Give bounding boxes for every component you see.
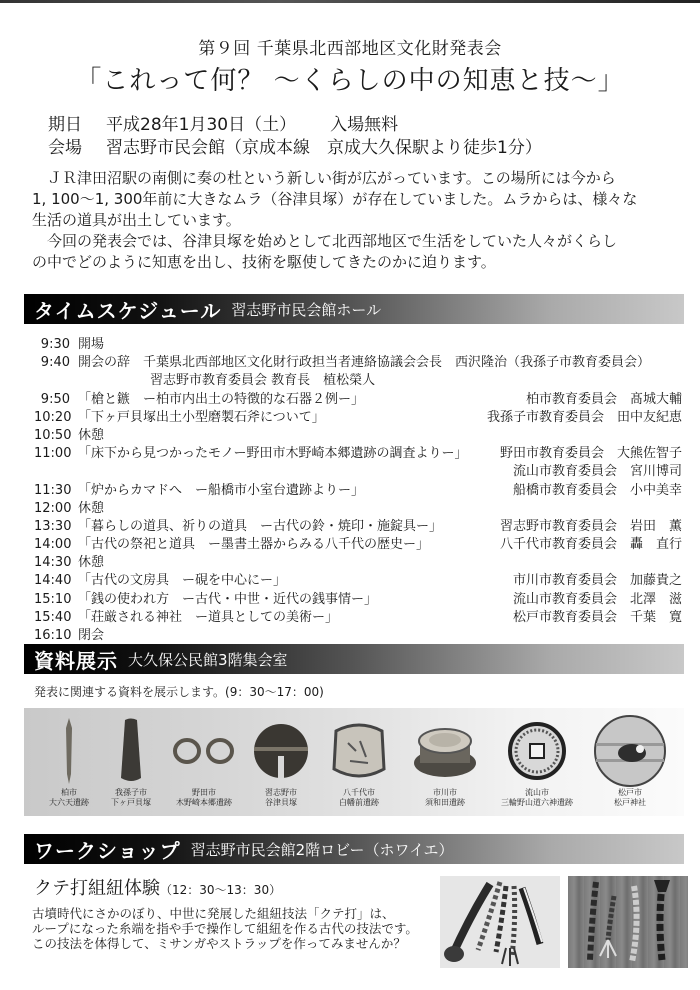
row-title: 開場 bbox=[78, 337, 105, 352]
row-title: 休憩 bbox=[78, 427, 105, 443]
row-title: 「古代の文房具 ー硯を中心にー」 bbox=[78, 573, 287, 589]
row-title: 「古代の祭祀と道具 ー墨書土器からみる八千代の歴史ー」 bbox=[78, 537, 430, 553]
event-subtitle: 第９回 千葉県北西部地区文化財発表会 bbox=[198, 39, 502, 59]
artifact-city: 習志野市 bbox=[265, 788, 297, 797]
artifact-city: 野田市 bbox=[192, 788, 216, 797]
artifact-site: 三輪野山道六神遺跡 bbox=[501, 798, 573, 807]
row-time: 10:50 bbox=[34, 427, 72, 443]
painted-plaque-icon bbox=[594, 718, 666, 784]
artifact-city: 柏市 bbox=[61, 788, 77, 797]
row-speaker: 松戸市教育委員会 千葉 寛 bbox=[512, 609, 682, 625]
venue-value: 習志野市民会館（京成本線 京成大久保駅より徒歩1分） bbox=[106, 138, 542, 158]
artifact-site: 大六天遺跡 bbox=[49, 798, 89, 807]
row-title: 「槍と鏃 ー柏市内出土の特徴的な石器２例ー」 bbox=[78, 391, 365, 407]
row-speaker: 八千代市教育委員会 轟 直行 bbox=[499, 537, 682, 553]
schedule-row bbox=[34, 627, 684, 645]
schedule-section-header bbox=[24, 294, 684, 324]
row-title: 休憩 bbox=[78, 500, 105, 516]
row-time: 10:20 bbox=[34, 409, 72, 425]
row-title: 「炉からカマドへ ー船橋市小室台遺跡よりー」 bbox=[78, 482, 365, 498]
workshop-time: （12：30～13：30） bbox=[160, 883, 282, 897]
artifact-city: 流山市 bbox=[525, 788, 549, 797]
schedule-row bbox=[34, 518, 684, 536]
row-title: 「下ヶ戸貝塚出土小型磨製石斧について」 bbox=[78, 409, 325, 425]
artifact-city: 松戸市 bbox=[618, 788, 642, 797]
row-speaker: 流山市教育委員会 宮川博司 bbox=[512, 464, 682, 480]
workshop-title-row bbox=[34, 874, 281, 900]
schedule-row bbox=[34, 354, 684, 372]
inscribed-pottery-icon bbox=[330, 718, 388, 784]
braided-cord-photo-1 bbox=[440, 876, 560, 968]
venue-label: 会場 bbox=[48, 138, 82, 158]
schedule-row bbox=[34, 554, 684, 572]
row-title: 開会の辞 千葉県北西部地区文化財行政担当者連絡協議会会長 西沢隆治（我孫子市教育委員会） bbox=[78, 355, 651, 371]
schedule-row bbox=[34, 445, 684, 463]
desc-line: 古墳時代にさかのぼり、中世に発展した組紐技法「クテ打」は、 bbox=[32, 906, 395, 921]
intro-line: の中でどのように知恵を出し、技術を駆使してきたのかに迫ります。 bbox=[32, 253, 496, 271]
row-speaker: 我孫子市教育委員会 田中友紀恵 bbox=[486, 409, 682, 425]
row-time: 9:50 bbox=[40, 391, 70, 407]
desc-line: この技法を体得して、ミサンガやストラップを作ってみませんか？ bbox=[32, 936, 406, 951]
row-speaker: 市川市教育委員会 加藤貴之 bbox=[512, 573, 682, 589]
exhibit-section-header bbox=[24, 644, 684, 674]
row-title: 「暮らしの道具、祈りの道具 ー古代の鈴・焼印・施錠具ー」 bbox=[78, 518, 443, 534]
artifact-item bbox=[102, 708, 160, 816]
inkstone-icon bbox=[412, 718, 478, 784]
row-time: 15:10 bbox=[34, 591, 72, 607]
row-title: 「銭の使われ方 ー古代・中世・近代の銭事情ー」 bbox=[78, 591, 378, 607]
desc-line: ループになった糸端を指や手で操作して組紐を作る古代の技法です。 bbox=[32, 921, 418, 936]
artifact-city: 我孫子市 bbox=[115, 788, 147, 797]
artifact-photo-strip bbox=[24, 708, 684, 816]
artifact-site: 須和田遺跡 bbox=[425, 798, 465, 807]
intro-line: 生活の道具が出土しています。 bbox=[32, 211, 241, 229]
stone-spearhead-icon bbox=[64, 718, 74, 784]
schedule-row bbox=[34, 463, 684, 481]
row-time: 15:40 bbox=[34, 609, 72, 625]
intro-line: 今回の発表会では、谷津貝塚を始めとして北西部地区で生活をしていた人々がくらし bbox=[47, 232, 618, 250]
workshop-title: クテ打組紐体験 bbox=[34, 878, 160, 899]
schedule-row bbox=[34, 536, 684, 554]
row-time: 14:30 bbox=[34, 555, 72, 571]
exhibit-note: 発表に関連する資料を展示します。(9：30～17：00) bbox=[34, 685, 324, 699]
date-value: 平成28年1月30日（土） bbox=[106, 115, 297, 135]
exhibit-heading: 資料展示 bbox=[34, 648, 118, 673]
row-time: 11:00 bbox=[34, 446, 72, 462]
info-date-row bbox=[48, 110, 398, 135]
schedule-location: 習志野市民会館ホール bbox=[231, 300, 382, 319]
artifact-item bbox=[494, 708, 580, 816]
top-border bbox=[0, 0, 700, 3]
workshop-section-header bbox=[24, 834, 684, 864]
workshop-location: 習志野市民会館2階ロビー（ホワイエ） bbox=[190, 840, 454, 859]
row-title: 「床下から見つかったモノー野田市木野崎本郷遺跡の調査よりー」 bbox=[78, 446, 468, 462]
row-time: 12:00 bbox=[34, 500, 72, 516]
artifact-site: 谷津貝塚 bbox=[265, 798, 297, 807]
row-title: 「荘厳される神社 ー道具としての美術ー」 bbox=[78, 609, 339, 625]
row-title: 閉会 bbox=[78, 628, 105, 643]
admission-text: 入場無料 bbox=[330, 115, 399, 135]
row-time: 9:30 bbox=[40, 337, 70, 352]
artifact-site: 下ヶ戸貝塚 bbox=[111, 798, 151, 807]
row-title: 休憩 bbox=[78, 555, 105, 571]
schedule-heading: タイムスケジュール bbox=[34, 298, 222, 323]
intro-line: 1, 100～1, 300年前に大きなムラ（谷津貝塚）が存在していました。ムラからは、様々な bbox=[32, 190, 638, 208]
row-time: 11:30 bbox=[34, 482, 72, 498]
date-label: 期日 bbox=[48, 115, 82, 135]
row-time: 14:00 bbox=[34, 537, 72, 553]
artifact-city: 市川市 bbox=[433, 788, 457, 797]
braided-cord-photo-2 bbox=[568, 876, 688, 968]
row-time: 14:40 bbox=[34, 573, 72, 589]
schedule-row bbox=[34, 336, 684, 354]
artifact-site: 松戸神社 bbox=[614, 798, 646, 807]
row-speaker: 船橋市教育委員会 小中美幸 bbox=[512, 482, 682, 498]
event-title: 「これって何？ ～くらしの中の知恵と技～」 bbox=[75, 66, 625, 96]
row-speaker: 柏市教育委員会 髙城大輔 bbox=[525, 391, 682, 407]
row-speaker: 野田市教育委員会 大熊佐智子 bbox=[499, 446, 682, 462]
artifact-item bbox=[324, 708, 394, 816]
artifact-site: 木野崎本郷遺跡 bbox=[176, 798, 232, 807]
intro-text bbox=[32, 168, 672, 273]
exhibit-location: 大久保公民館3階集会室 bbox=[128, 650, 288, 669]
artifact-item bbox=[590, 708, 670, 816]
artifact-item bbox=[408, 708, 482, 816]
rings-icon bbox=[172, 718, 236, 784]
schedule-row bbox=[34, 609, 684, 627]
artifact-city: 八千代市 bbox=[343, 788, 375, 797]
info-venue-row bbox=[48, 133, 542, 158]
row-time: 9:40 bbox=[40, 355, 70, 371]
artifact-item bbox=[246, 708, 316, 816]
row-speaker: 流山市教育委員会 北澤 滋 bbox=[512, 591, 682, 607]
stone-axe-icon bbox=[118, 718, 144, 784]
workshop-heading: ワークショップ bbox=[34, 838, 181, 863]
row-time: 16:10 bbox=[34, 628, 72, 643]
workshop-description bbox=[32, 906, 418, 951]
schedule-row bbox=[34, 409, 684, 427]
artifact-item bbox=[42, 708, 96, 816]
schedule-row bbox=[34, 572, 684, 590]
coin-icon bbox=[508, 718, 566, 784]
schedule-row bbox=[34, 391, 684, 409]
bell-icon bbox=[252, 718, 310, 784]
schedule-row bbox=[34, 427, 684, 445]
schedule-row bbox=[34, 500, 684, 518]
row-speaker: 習志野市教育委員会 岩田 薫 bbox=[499, 518, 682, 534]
schedule-list bbox=[34, 336, 684, 645]
schedule-row bbox=[34, 372, 684, 390]
artifact-site: 白幡前遺跡 bbox=[339, 798, 379, 807]
artifact-item bbox=[164, 708, 244, 816]
row-title: 習志野市教育委員会 教育長 植松榮人 bbox=[150, 373, 376, 389]
schedule-row bbox=[34, 482, 684, 500]
row-time: 13:30 bbox=[34, 518, 72, 534]
intro-line: ＪＲ津田沼駅の南側に奏の杜という新しい街が広がっています。この場所には今から bbox=[47, 169, 616, 187]
schedule-row bbox=[34, 591, 684, 609]
